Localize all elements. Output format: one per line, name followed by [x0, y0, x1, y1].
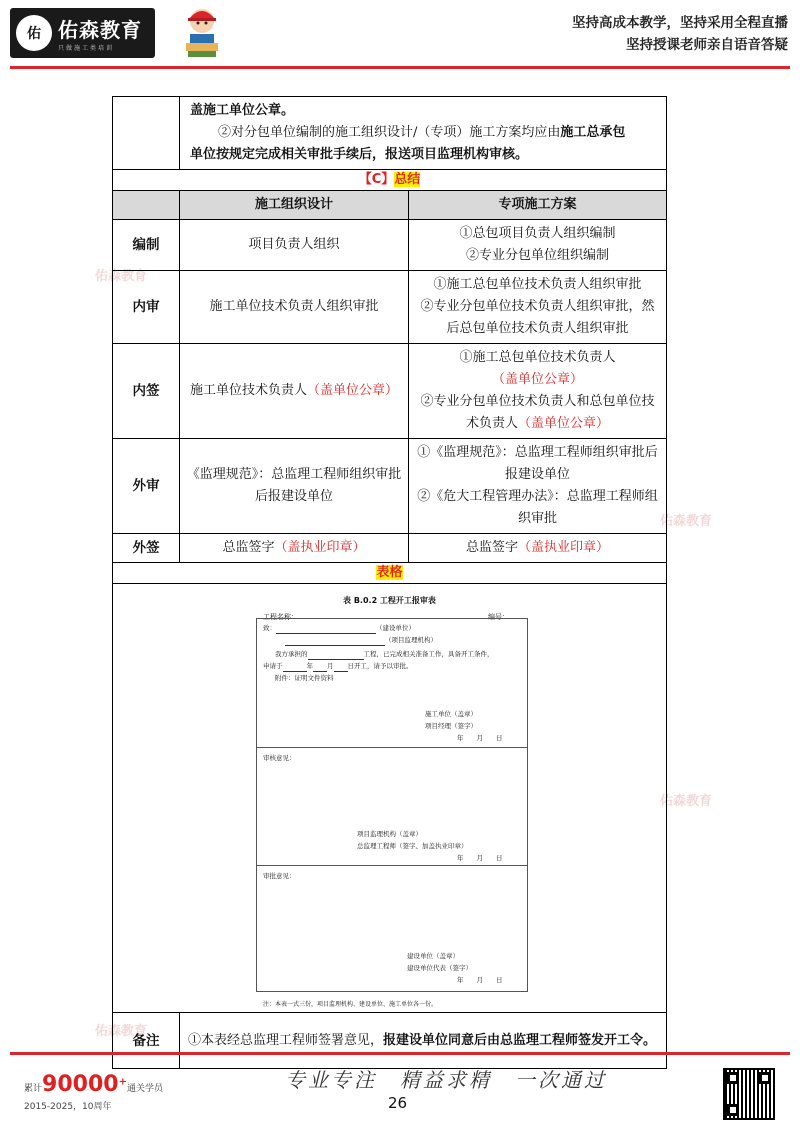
form-sign2: 项目经理（签字） [425, 722, 477, 730]
remark-text-a: ①本表经总监理工程师签署意见， [188, 1032, 384, 1048]
top-line-2a: ②对分包单位编制的施工组织设计/（专项）施工方案均应由 [218, 125, 561, 140]
cell-line: ①《监理规范》：总监理工程师组织审批后报建设单位 [417, 445, 658, 482]
row-label-remark: 备注 [113, 1013, 180, 1069]
form-approve-sign1: 建设单位（盖章） [407, 952, 459, 960]
form-section-review [257, 747, 527, 866]
form-body2a: 申请于 [263, 662, 283, 670]
form-row [113, 584, 667, 1013]
table-row [113, 439, 667, 534]
page-number: 26 [388, 1094, 408, 1112]
slogan [572, 12, 788, 56]
form-date: 年 月 日 [457, 734, 503, 742]
cell: 项目负责人组织 [180, 220, 409, 271]
table-row [113, 534, 667, 563]
table-row [113, 271, 667, 344]
row-label-bianzhi: 编制 [113, 220, 180, 271]
brand-name: 佑森教育 [58, 18, 142, 42]
form-to: 致： [263, 624, 276, 632]
cell-text: ①施工总包单位技术负责人 [459, 350, 616, 365]
mascot-icon [180, 5, 224, 61]
col-header-1: 施工组织设计 [180, 191, 409, 220]
stat-number: 90000 [42, 1072, 119, 1097]
form-review-sign1: 项目监理机构（盖章） [357, 830, 422, 838]
form-approve-sign2: 建设单位代表（签字） [407, 964, 472, 972]
cell-text: 总监签字 [222, 540, 275, 555]
form-box [256, 618, 528, 992]
section-header-table [113, 563, 667, 584]
row-label-waiqian: 外签 [113, 534, 180, 563]
table-row [113, 97, 667, 170]
table-section-label: 表格 [376, 565, 403, 580]
form-date: 年 月 日 [457, 854, 503, 862]
row-label-neiqian: 内签 [113, 344, 180, 439]
start-report-form [113, 584, 666, 1012]
summary-table [112, 96, 667, 1069]
form-body1a: 我方承担的 [275, 650, 308, 658]
cell-line: ①总包项目负责人组织编制 [459, 226, 616, 241]
form-body1b: 工程，已完成相关准备工作，具备开工条件， [363, 650, 494, 658]
slogan-line-2: 坚持授课老师亲自语音答疑 [626, 37, 788, 53]
qr-code-icon [723, 1068, 775, 1120]
top-line-1: 盖施工单位公章。 [190, 103, 295, 118]
watermark: 佑森教育 [95, 1024, 148, 1039]
form-body2c: 月 [327, 662, 334, 670]
form-project-name: 工程名称： [263, 613, 298, 621]
top-line-3: 单位按规定完成相关审批手续后，报送项目监理机构审核。 [190, 147, 529, 162]
stamp-note: （盖单位公章） [491, 372, 583, 387]
stat-plus: + [118, 1076, 127, 1088]
form-section-approve [257, 865, 527, 990]
cell-text: 总监签字 [465, 540, 518, 555]
table-row [113, 1013, 667, 1069]
summary-col-header [113, 191, 667, 220]
section-header-summary [113, 170, 667, 191]
cell-text: 施工单位技术负责人 [189, 383, 307, 398]
page-header [0, 0, 800, 70]
footer-divider [10, 1052, 790, 1055]
form-note: 注：本表一式三份，项目监理机构、建设单位、施工单位各一份。 [263, 1001, 438, 1008]
stat-suffix: 通关学员 [126, 1084, 163, 1094]
cell-line: ②专业分包单位组织编制 [465, 248, 609, 263]
col-header-2: 专项施工方案 [409, 191, 667, 220]
footer-motto: 专业专注 精益求精 一次通过 [285, 1068, 607, 1092]
table-row [113, 220, 667, 271]
summary-label: 总结 [394, 172, 421, 187]
brand-tagline: 只做施工类培训 [58, 45, 115, 52]
table-row [113, 344, 667, 439]
form-section-application [257, 619, 527, 748]
cell-line: ②《危大工程管理办法》：总监理工程师组织审批 [417, 489, 658, 526]
form-sign1: 施工单位（盖章） [425, 710, 477, 718]
row-label-neishen: 内审 [113, 271, 180, 344]
cell-line: ②专业分包单位技术负责人组织审批，然后总包单位技术负责人组织审批 [420, 299, 655, 336]
cell: 《监理规范》：总监理工程师组织审批后报建设单位 [180, 439, 409, 534]
form-approve-label: 审批意见： [263, 872, 296, 880]
stamp-note: （盖单位公章） [518, 416, 610, 431]
form-title: 表 B.0.2 工程开工报审表 [343, 596, 436, 605]
form-attach: 附件：证明文件资料 [275, 674, 334, 682]
remark-text-b: 报建设单位同意后由总监理工程师签发开工令。 [383, 1032, 657, 1048]
watermark: 佑森教育 [95, 269, 148, 284]
stamp-note: （盖执业印章） [274, 540, 366, 555]
stat-prefix: 累计 [24, 1084, 43, 1094]
cell-line: ①施工总包单位技术负责人组织审批 [433, 277, 642, 292]
cell: 施工单位技术负责人组织审批 [180, 271, 409, 344]
form-to-unit1: （建设单位） [376, 624, 415, 632]
watermark: 佑森教育 [660, 514, 713, 529]
stamp-note: （盖执业印章） [518, 540, 610, 555]
student-stat [24, 1072, 163, 1112]
row-label-waishen: 外审 [113, 439, 180, 534]
form-review-sign2: 总监理工程师（签字、加盖执业印章） [357, 842, 468, 850]
form-body2d: 日开工，请予以审批。 [347, 662, 413, 670]
cell-text: ②专业分包单位技术负责人和总包单位技术负责人 [420, 394, 655, 431]
slogan-line-1: 坚持高成本教学，坚持采用全程直播 [572, 15, 788, 31]
summary-prefix: 【C】 [358, 172, 395, 187]
form-body2b: 年 [306, 662, 313, 670]
top-line-2b: 施工总承包 [560, 125, 626, 140]
logo-emblem-icon: 佑 [16, 15, 52, 51]
form-date: 年 月 日 [457, 976, 503, 984]
header-divider [10, 66, 790, 69]
form-review-label: 审核意见： [263, 754, 296, 762]
brand-logo [10, 8, 155, 58]
stamp-note: （盖单位公章） [307, 383, 399, 398]
form-to-unit2: （项目监理机构） [385, 636, 437, 644]
stat-years: 2015-2025，10周年 [24, 1102, 112, 1112]
watermark: 佑森教育 [660, 794, 713, 809]
form-number: 编号： [488, 613, 509, 621]
